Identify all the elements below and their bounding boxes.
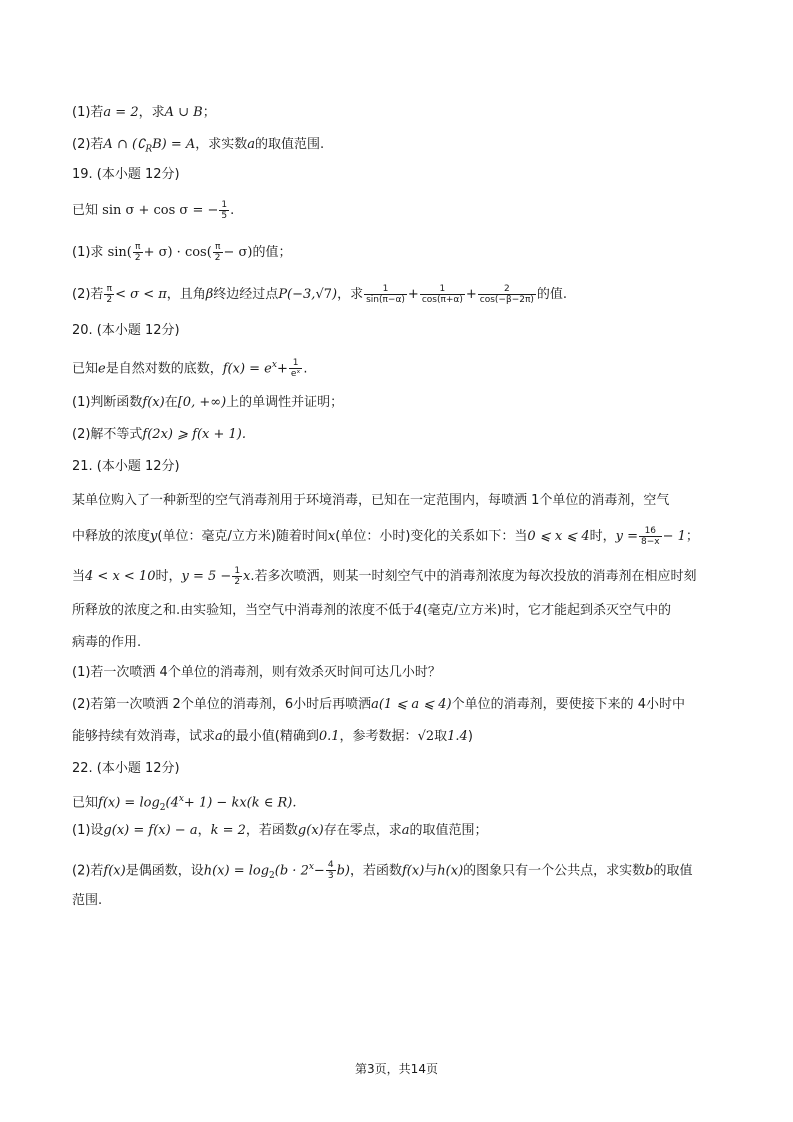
q22-p2-num: 4 [327,860,334,871]
q19-p2-f3-num: 2 [478,284,536,295]
q22-p1-var: a [401,823,410,838]
q19-part2 [72,284,567,305]
q21-line5: 病毒的作用. [72,635,142,650]
q20-given-den: eˣ [290,369,301,380]
q21-l3-frac [232,566,242,587]
q21-l3-a: 当 [72,569,86,584]
q19-p2-f1-num: 1 [364,284,407,295]
q22-given-pre: 已知 [72,795,99,811]
q22-p1-expr: g(x) = f(x) − a [103,823,198,838]
q20-p2-expr: f(2x) ⩾ f(x + 1). [142,427,246,442]
q21-l3-c: .若多次喷洒，则某一时刻空气中的消毒剂浓度为每次投放的消毒剂在相应时刻 [250,569,697,584]
q21-l2-den: 8−x [641,537,660,547]
q21-p2-e: ，参考数据： [339,729,418,744]
q18-p2-var: a [247,137,256,152]
q21-l2-c: (单位：小时)变化的关系如下：当 [335,529,528,544]
q19-given-den: 5 [221,211,228,221]
q19-given-end: . [230,203,235,218]
q20-part2 [72,426,246,444]
q18-p1-label: (1)若 [72,105,104,120]
q22-p2-end: 的取值 [653,863,693,879]
q22-part2-cont: 范围. [72,893,103,908]
q20-given-text: 是自然对数的底数， [105,361,223,377]
q19-given [72,200,234,221]
q21-l3-num: 1 [234,566,241,576]
q21-part1: (1)若一次喷洒 4个单位的消毒剂，则有效杀灭时间可达几小时？ [72,665,441,680]
q20-p1-end: 上的单调性并证明； [226,395,344,410]
q21-line3 [72,566,697,587]
q21-l3-x: x [243,569,251,584]
q18-p1-expr: A ∪ B [164,105,203,120]
q19-p2-frac0 [104,284,114,305]
q20-given-num: 1 [289,358,303,369]
q19-p2-plus2: + [465,287,477,302]
q21-line2 [72,526,699,547]
q21-l2-cond: 0 ⩽ x ⩽ 4 [527,529,590,544]
q20-p1-label: (1)判断函数 [72,395,143,410]
q22-given-expr2: (4 [165,795,179,811]
q21-l3-b: 时， [155,569,182,584]
q21-p2-cond: a(1 ⩽ a ⩽ 4) [371,697,452,712]
q21-p2-val: 1.4 [447,729,468,744]
q19-p2-frac1 [364,284,407,305]
q20-given-fx: f(x) = e [222,361,272,377]
q21-l2-e: − 1 [662,529,686,544]
q19-p1-den1: 2 [134,253,141,263]
q21-p2-end: ) [467,729,473,744]
q19-p2-label: (2)若 [72,287,104,302]
q19-p1-a: sin( [107,245,132,260]
q19-p2-frac3 [478,284,536,305]
q21-l2-y2: y = [615,529,638,544]
q22-p2-label: (2)若 [72,863,104,879]
q19-p2-cond: < σ < π [115,287,167,302]
q19-p1-num2: π [213,242,223,253]
q21-l2-frac [639,526,662,547]
q22-part1 [72,822,488,840]
q22-p1-k: k = 2 [210,823,246,838]
q21-p2-prec: 0.1 [318,729,340,744]
q19-p1-c: − σ) [223,245,253,260]
q18-p2-text: ，求实数 [195,137,248,152]
q18-part2 [72,136,324,159]
q22-p2-den: 3 [327,871,334,882]
q21-p2-sqrt: √2 [417,729,435,744]
q19-p1-den2: 2 [214,253,221,263]
q19-given-pre: 已知 [72,203,99,218]
q22-p2-b: (b · 2 [274,863,309,879]
q21-p2-d: 的最小值(精确到 [222,729,319,744]
q21-l2-num: 16 [639,526,662,537]
q22-p2-fx2: f(x) [401,863,425,879]
q19-p2-f2-num: 1 [420,284,465,295]
q21-p2-a: (2)若第一次喷洒 2个单位的消毒剂，6小时后再喷洒 [72,697,372,712]
q19-given-expr: sin σ + cos σ = − [102,203,219,218]
q19-header: 19. (本小题 12分) [72,167,180,182]
q22-p1-end: 的取值范围； [409,823,488,838]
q21-p2-f: 取 [434,729,448,744]
q22-p2-fx: f(x) [103,863,126,879]
q19-p2-text1: ，且角 [166,287,206,302]
q21-p2-var: a [215,729,223,744]
q20-p1-fx: f(x) [142,395,165,410]
q22-p1-label: (1)设 [72,823,104,838]
q20-p1-interval: [0, +∞) [177,395,227,410]
q22-p1-comma: ， [197,823,211,838]
q18-p2-sub: R [145,144,153,155]
q20-p2-label: (2)解不等式 [72,427,143,442]
q21-l4-a: 所释放的浓度之和.由实验知，当空气中消毒剂的浓度不低于 [72,603,415,618]
q22-p2-sup: x [308,862,314,872]
q22-part2 [72,858,693,885]
q19-given-num: 1 [221,200,228,210]
q19-p1-num1: π [133,242,143,253]
q22-given [72,790,297,817]
q21-l3-cond: 4 < x < 10 [85,569,156,584]
q19-p2-num0: π [104,284,114,295]
q21-l2-y: y [150,529,158,544]
q22-p2-minus: − [313,863,325,879]
q22-p2-text: 是偶函数，设 [125,863,204,879]
q21-l3-y: y = 5 − [181,569,232,584]
q20-given-sup: x [271,360,277,370]
q21-l2-a: 中释放的浓度 [72,529,151,544]
q20-given-end: . [303,361,308,377]
q20-given [72,356,308,379]
q20-header: 20. (本小题 12分) [72,323,180,338]
q22-given-expr3: + 1) − kx(k ∈ R). [183,795,297,811]
q18-p2-expr2: B) = A [152,137,196,152]
q19-p1-b: + σ) · cos( [143,245,212,260]
q22-p2-hx: h(x) = log [203,863,270,879]
q19-p2-beta: β [205,287,214,302]
q21-l4-val: 4 [414,603,423,618]
page-footer: 第3页，共14页 [355,1062,438,1076]
q22-p1-text: ，若函数 [245,823,298,838]
q19-p2-f3-den: cos(−β−2π) [479,295,534,305]
q22-p2-with: 与 [424,863,438,879]
q19-p1-end: 的值； [252,245,292,260]
q19-p2-f1-den: sin(π−α) [366,295,405,305]
q22-p1-gx: g(x) [297,823,324,838]
q21-header: 21. (本小题 12分) [72,459,180,474]
q19-p2-text2: 终边经过点 [213,287,279,302]
q18-p2-expr: A ∩ (∁ [103,137,146,152]
q18-p2-end: 的取值范围. [255,137,325,152]
q22-p2-sub: 2 [269,870,275,881]
q20-part1 [72,394,343,412]
q18-p2-label: (2)若 [72,137,104,152]
q19-p2-sqrt: √7 [315,287,332,302]
q18-p1-text: ，求 [138,105,165,120]
q21-l2-x: x [327,529,336,544]
q19-p1-frac2 [213,242,223,263]
q19-p2-text3: ，求 [337,287,364,302]
q22-p2-bend: b) [336,863,350,879]
q19-p1-label: (1)求 [72,245,104,260]
q22-p1-text2: 存在零点，求 [323,823,402,838]
q22-given-sub: 2 [159,802,166,813]
q18-p1-end: ； [202,105,216,120]
q22-p2-frac [326,860,336,881]
q19-part1 [72,242,292,263]
q19-p2-end: 的值. [536,287,568,302]
q18-p1-cond: a = 2 [103,105,139,120]
q21-line4 [72,602,671,620]
q20-given-plus: + [276,361,288,377]
q22-p2-text3: 的图象只有一个公共点，求实数 [463,863,646,879]
q22-given-sup: x [178,794,184,804]
q22-p2-hx2: h(x) [437,863,464,879]
q21-p2-c: 能够持续有效消毒，试求 [72,729,216,744]
q22-p2-text2: ，若函数 [349,863,402,879]
q19-p2-point-end: ) [332,287,338,302]
q21-l4-b: (毫克/立方米)时，它才能起到杀灭空气中的 [422,603,671,618]
q21-line1: 某单位购入了一种新型的空气消毒剂用于环境消毒，已知在一定范围内，每喷洒 1个单位的消毒剂，空气 [72,493,670,508]
q20-p1-text: 在 [164,395,178,410]
q21-part2-cont [72,728,473,746]
q19-p2-point: P(−3, [278,287,316,302]
q21-l3-den: 2 [234,577,241,587]
q19-p1-frac1 [133,242,143,263]
q20-given-frac [289,358,303,379]
q20-given-e: e [98,361,106,377]
q19-p2-f2-den: cos(π+α) [421,295,463,305]
q19-given-frac [219,200,229,221]
q21-l2-end: ； [685,529,699,544]
q22-header: 22. (本小题 12分) [72,761,180,776]
q21-part2 [72,696,685,714]
q18-part1 [72,104,216,122]
q21-p2-b: 个单位的消毒剂，要使接下来的 4小时中 [451,697,686,712]
q19-p2-plus1: + [407,287,419,302]
q21-l2-d: 时， [589,529,616,544]
q22-given-expr: f(x) = log [98,795,160,811]
q19-p2-den0: 2 [106,295,113,305]
q20-given-pre: 已知 [72,361,99,377]
q19-p2-frac2 [420,284,465,305]
q22-p2-var: b [645,863,654,879]
q21-l2-b: (单位：毫克/立方米)随着时间 [157,529,328,544]
